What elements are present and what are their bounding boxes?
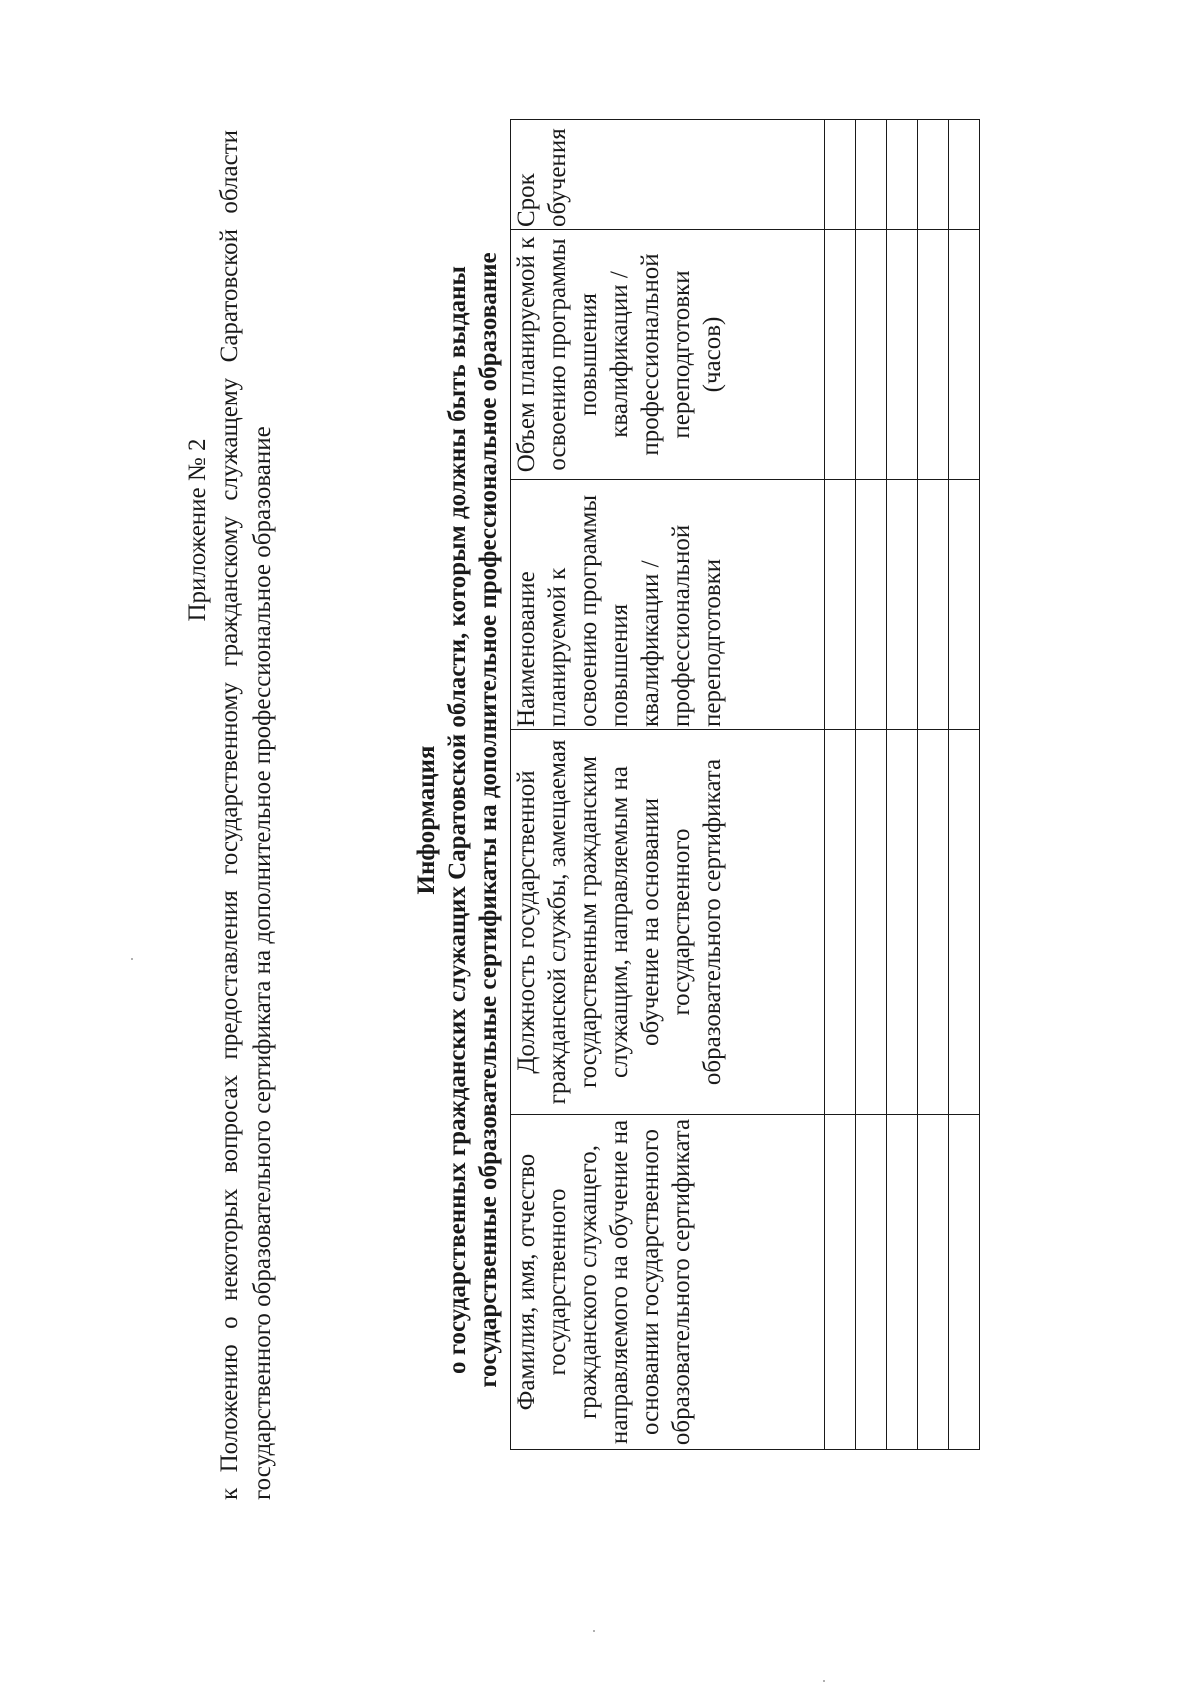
table-cell bbox=[918, 230, 949, 480]
appendix-title: Приложение № 2 bbox=[184, 438, 211, 622]
info-heading: Информация bbox=[413, 745, 440, 895]
table-cell bbox=[918, 730, 949, 1115]
table-cell bbox=[949, 730, 980, 1115]
column-header-position: Должность государственной гражданской службы, замещаемая государственным гражданским служащим, направляемым на обучение на основании государственного образовательного сертификата bbox=[511, 730, 825, 1115]
table-cell bbox=[887, 230, 918, 480]
column-header-program-volume: Объем планируемой к освоению программы повышения квалификации / профессиональной переподготовки (часов) bbox=[511, 230, 825, 480]
table-cell bbox=[949, 480, 980, 730]
column-header-program-name: Наименование планируемой к освоению программы повышения квалификации / профессиональной переподготовки bbox=[511, 480, 825, 730]
table-cell bbox=[887, 1115, 918, 1450]
table-row bbox=[918, 120, 949, 1450]
table-cell bbox=[856, 120, 887, 230]
table-cell bbox=[825, 1115, 856, 1450]
table-cell bbox=[825, 730, 856, 1115]
table-cell bbox=[856, 480, 887, 730]
scan-speck bbox=[823, 1680, 825, 1682]
appendix-text: к Положению о некоторых вопросах предоставления государственному гражданскому служащему Саратовской области государственного образовательного сертификата на дополнительное профессиональное образование bbox=[216, 130, 276, 1500]
table-cell bbox=[856, 1115, 887, 1450]
column-header-duration: Срок обучения bbox=[511, 120, 825, 230]
table-cell bbox=[825, 480, 856, 730]
column-header-full-name: Фамилия, имя, отчество государственного гражданского служащего, направляемого на обучение на основании государственного образовательного сертификата bbox=[511, 1115, 825, 1450]
table-row bbox=[887, 120, 918, 1450]
table-cell bbox=[918, 120, 949, 230]
table-cell bbox=[856, 730, 887, 1115]
table-cell bbox=[949, 120, 980, 230]
table-cell bbox=[887, 730, 918, 1115]
table-row bbox=[825, 120, 856, 1450]
info-table bbox=[510, 119, 980, 1450]
table-cell bbox=[887, 480, 918, 730]
info-subtitle-line-1: о государственных гражданских служащих Саратовской области, которым должны быть выданы bbox=[444, 266, 471, 1374]
table-cell bbox=[949, 230, 980, 480]
table-cell bbox=[918, 480, 949, 730]
table-cell bbox=[918, 1115, 949, 1450]
table-row bbox=[949, 120, 980, 1450]
scan-speck bbox=[131, 958, 133, 960]
table-cell bbox=[856, 230, 887, 480]
table-row bbox=[856, 120, 887, 1450]
table-cell bbox=[825, 120, 856, 230]
table-cell bbox=[825, 230, 856, 480]
info-subtitle-line-2: государственные образовательные сертификаты на дополнительное профессиональное образование bbox=[475, 252, 502, 1388]
scan-speck bbox=[593, 1630, 595, 1632]
table-cell bbox=[949, 1115, 980, 1450]
table-header-row bbox=[511, 120, 825, 1450]
table-cell bbox=[887, 120, 918, 230]
info-title-block bbox=[411, 130, 504, 1510]
landscape-page bbox=[183, 120, 1013, 1600]
